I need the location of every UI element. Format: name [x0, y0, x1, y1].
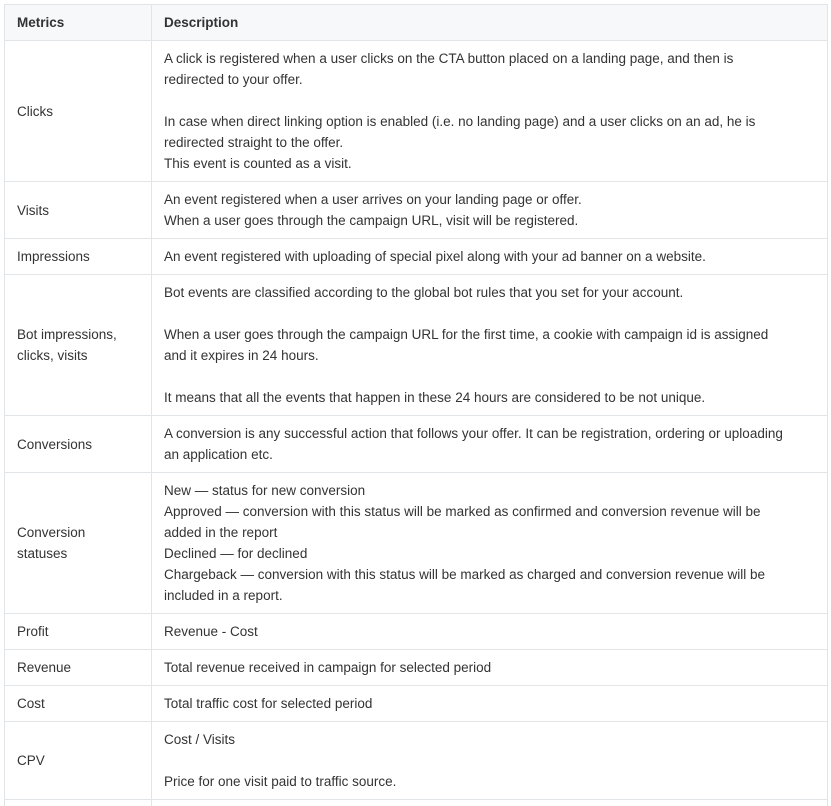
description-cell — [152, 686, 828, 722]
description-cell — [152, 722, 828, 800]
metric-cell — [5, 800, 152, 806]
description-cell — [152, 275, 828, 416]
description-line: New — status for new conversion — [164, 480, 815, 501]
table-row — [5, 239, 828, 275]
description-cell — [152, 41, 828, 182]
metrics-table — [4, 4, 828, 806]
description-line: Cost / Visits — [164, 729, 815, 750]
description-line: Approved — conversion with this status will be marked as confirmed and conversion revenue will be — [164, 501, 815, 522]
table-row-partial — [5, 800, 828, 806]
table-row — [5, 275, 828, 416]
description-line: Chargeback — conversion with this status will be marked as charged and conversion revenue will be — [164, 564, 815, 585]
description-line: Bot events are classified according to the global bot rules that you set for your account. — [164, 282, 815, 303]
description-line: A click is registered when a user clicks on the CTA button placed on a landing page, and then is — [164, 48, 815, 69]
table-row — [5, 473, 828, 614]
metric-cell: Impressions — [5, 239, 152, 275]
metric-cell: Conversions — [5, 416, 152, 473]
description-spacer — [164, 366, 815, 387]
description-cell — [152, 239, 828, 275]
description-cell — [152, 800, 828, 806]
description-line: An event registered with uploading of special pixel along with your ad banner on a website. — [164, 246, 815, 267]
description-line: An event registered when a user arrives on your landing page or offer. — [164, 189, 815, 210]
description-line: When a user goes through the campaign URL for the first time, a cookie with campaign id is assigned — [164, 324, 815, 345]
metric-cell: Cost — [5, 686, 152, 722]
metric-cell: CPV — [5, 722, 152, 800]
table-row — [5, 650, 828, 686]
description-line: redirected straight to the offer. — [164, 132, 815, 153]
table-row — [5, 182, 828, 239]
description-cell — [152, 416, 828, 473]
table-header-row — [5, 5, 828, 41]
table-body — [5, 41, 828, 806]
description-line: When a user goes through the campaign URL, visit will be registered. — [164, 210, 815, 231]
description-line: an application etc. — [164, 444, 815, 465]
table-row — [5, 416, 828, 473]
description-line: This event is counted as a visit. — [164, 153, 815, 174]
description-line: redirected to your offer. — [164, 69, 815, 90]
description-line: A conversion is any successful action that follows your offer. It can be registration, ordering or uploading — [164, 423, 815, 444]
table-row — [5, 722, 828, 800]
description-cell — [152, 650, 828, 686]
description-line: In case when direct linking option is enabled (i.e. no landing page) and a user clicks on an ad, he is — [164, 111, 815, 132]
description-spacer — [164, 90, 815, 111]
description-line: Total revenue received in campaign for selected period — [164, 657, 815, 678]
metric-cell: Revenue — [5, 650, 152, 686]
header-description: Description — [152, 5, 828, 41]
description-line: included in a report. — [164, 585, 815, 606]
header-metrics: Metrics — [5, 5, 152, 41]
description-line: Declined — for declined — [164, 543, 815, 564]
metric-cell: Visits — [5, 182, 152, 239]
description-line: and it expires in 24 hours. — [164, 345, 815, 366]
description-line: It means that all the events that happen in these 24 hours are considered to be not unique. — [164, 387, 815, 408]
metric-cell: Profit — [5, 614, 152, 650]
description-line: Price for one visit paid to traffic source. — [164, 771, 815, 792]
metric-cell: Bot impressions, clicks, visits — [5, 275, 152, 416]
description-spacer — [164, 303, 815, 324]
description-line: Total traffic cost for selected period — [164, 693, 815, 714]
metric-cell: Conversion statuses — [5, 473, 152, 614]
description-cell — [152, 473, 828, 614]
description-cell — [152, 614, 828, 650]
table-row — [5, 41, 828, 182]
metric-cell: Clicks — [5, 41, 152, 182]
description-cell — [152, 182, 828, 239]
description-line: added in the report — [164, 522, 815, 543]
description-spacer — [164, 750, 815, 771]
description-line: Revenue - Cost — [164, 621, 815, 642]
table-row — [5, 686, 828, 722]
table-row — [5, 614, 828, 650]
